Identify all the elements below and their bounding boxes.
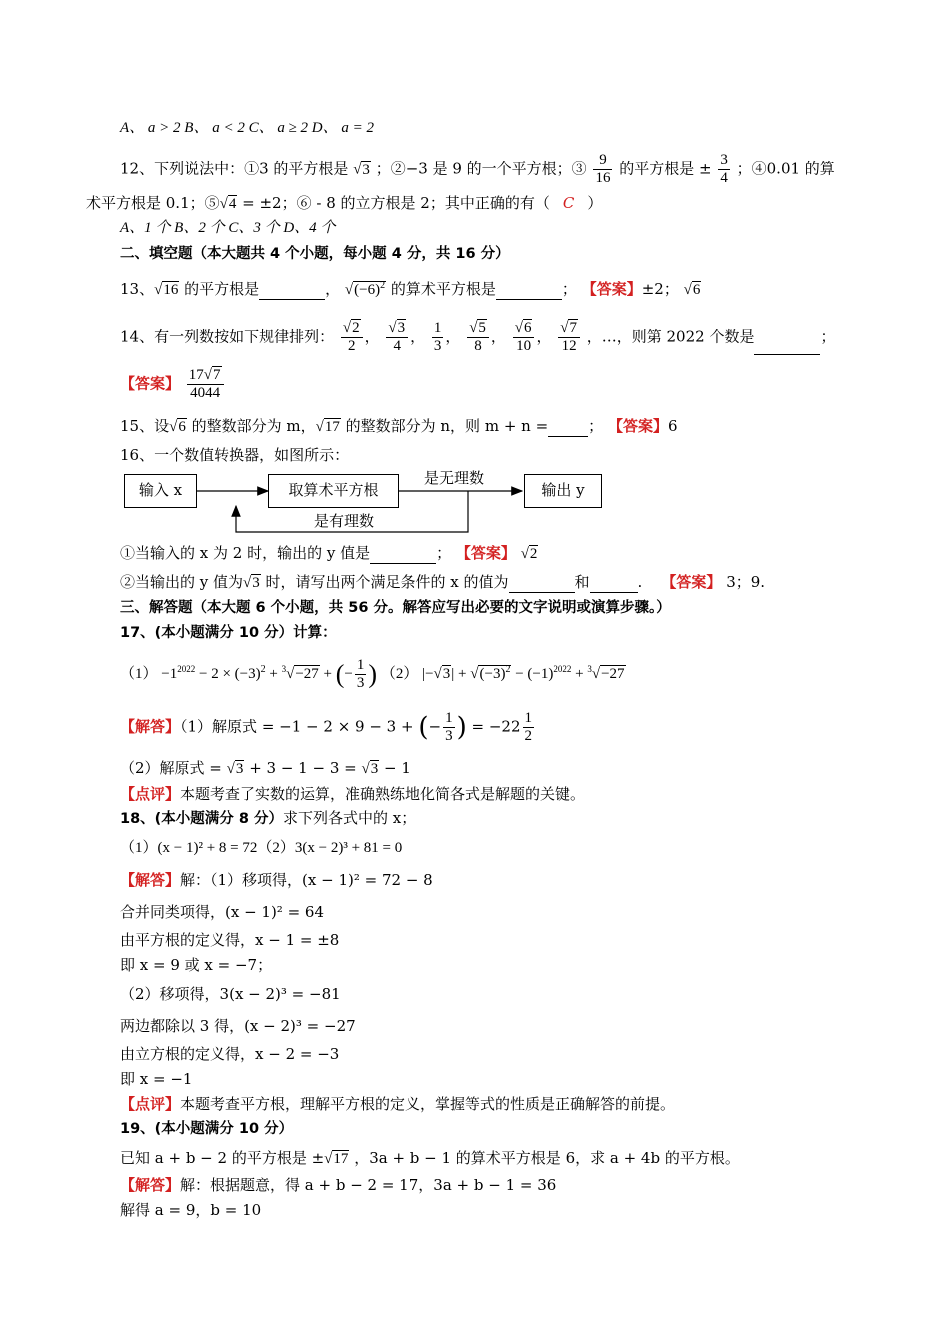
q19-solution2: 解得 a = 9，b = 10 [120, 1201, 262, 1219]
q14-answer: 【答案】 $\frac{17√7}{4044}$ [120, 367, 226, 402]
q12-answer: C [562, 194, 575, 212]
label-irrational: 是无理数 [424, 469, 485, 487]
q18-step6: 两边都除以 3 得，(x − 2)³ = −27 [120, 1017, 356, 1035]
q19-title: 19、(本小题满分 10 分） [120, 1121, 294, 1137]
box-output: 输出 y [524, 474, 602, 508]
q16-stem: 16、一个数值转换器，如图所示： [120, 446, 350, 464]
q14-line: 14、有一列数按如下规律排列： $\frac{√2}{2}$ ， $\frac{√3}{4}$ ， $\frac{1}{3}$ ， $\frac{√5}{8}$ ， $\frac{√6}{10}$ ， $\frac{√7}{12}$ ，…，则第 2022 个数是 ； [120, 320, 836, 354]
q18-title: 18、(本小题满分 8 分）求下列各式中的 x； [120, 809, 417, 827]
q18-step3: 由平方根的定义得，x − 1 = ±8 [120, 931, 340, 949]
section2-title: 二、填空题（本大题共 4 个小题，每小题 4 分，共 16 分） [120, 246, 510, 262]
q17-solution2: （2）解原式 = √3 + 3 − 1 − 3 = √3 − 1 [120, 759, 411, 777]
q17-expressions: $(1) -1^{2022} - 2 \times (-3)^2 + ^3√-27$ + (− $\frac{1}{3}$ ) （2） $|-√3| + √(-3)^2 - (-1)^{2022} + ^3√-27$ [120, 657, 625, 691]
q12-stem-b: ；②−3 是 9 的一个平方根；③ [375, 159, 587, 178]
q11-options: A、 a > 2 B、 a < 2 C、 a ≥ 2 D、 a = 2 [120, 120, 375, 136]
q19-solution1: 【解答】解：根据题意，得 a + b − 2 = 17，3a + b − 1 = 36 [120, 1176, 557, 1194]
q17-solution1: 【解答】（1）解原式 = −1 − 2 × 9 − 3 + (− $\frac{1}{3}$ ) = −22 $\frac{1}{2}$ [120, 710, 533, 744]
q12-line2: 术平方根是 0.1；⑤√4 = ±2；⑥ - 8 的立方根是 2；其中正确的有（ C ） [86, 194, 603, 212]
flowchart-arrows [0, 0, 950, 540]
q16-part1: ①当输入的 x 为 2 时，输出的 y 值是 ； 【答案】 √2 [120, 544, 538, 562]
frac-3-4: $\frac{3}{4}$ [720, 152, 728, 186]
q12-stem-c: 的平方根是 ± [619, 159, 712, 178]
q18-step4: 即 x = 9 或 x = −7； [120, 956, 273, 974]
q13-line: 13、√16 的平方根是 ， $√(-6)^2$ 的算术平方根是 ； 【答案】±2； √6 [120, 280, 701, 298]
q12-line1: 12、下列说法中：①3 的平方根是 √3 ；②−3 是 9 的一个平方根；③ $\frac{9}{16}$ 的平方根是 ± $\frac{3}{4}$ ；④0.01 的算 [120, 152, 835, 186]
label-rational: 是有理数 [314, 512, 375, 530]
q18-step7: 由立方根的定义得，x − 2 = −3 [120, 1045, 340, 1063]
box-input: 输入 x [124, 474, 197, 508]
q18-step5: （2）移项得，3(x − 2)³ = −81 [120, 985, 341, 1003]
q17-comment: 【点评】本题考查了实数的运算，准确熟练地化简各式是解题的关键。 [120, 785, 586, 803]
q18-step8: 即 x = −1 [120, 1070, 193, 1088]
q15-line: 15、设√6 的整数部分为 m，√17 的整数部分为 n，则 m + n = ； 【答案】6 [120, 417, 678, 435]
frac-9-16: $\frac{9}{16}$ [595, 152, 611, 186]
q18-comment: 【点评】本题考查平方根，理解平方根的定义，掌握等式的性质是正确解答的前提。 [120, 1095, 676, 1113]
q18-step2: 合并同类项得，(x − 1)² = 64 [120, 903, 325, 921]
section3-title: 三、解答题（本大题 6 个小题，共 56 分。解答应写出必要的文字说明或演算步骤。） [120, 600, 671, 616]
q17-title: 17、(本小题满分 10 分）计算： [120, 625, 337, 641]
box-process: 取算术平方根 [268, 474, 399, 508]
q12-stem-d: ；④0.01 的算 [736, 159, 835, 178]
q12-options: A、1 个 B、2 个 C、3 个 D、4 个 [120, 220, 336, 236]
q18-step1: 【解答】解：（1）移项得，(x − 1)² = 72 − 8 [120, 871, 433, 889]
q12-stem-a: 12、下列说法中：①3 的平方根是 [120, 159, 349, 178]
q18-problems: （1）(x − 1)² + 8 = 72（2）3(x − 2)³ + 81 = 0 [120, 840, 403, 856]
q19-stem: 已知 a + b − 2 的平方根是 ±√17 ，3a + b − 1 的算术平方根是 6，求 a + 4b 的平方根。 [120, 1149, 740, 1167]
q16-part2: ②当输出的 y 值为√3 时，请写出两个满足条件的 x 的值为 和 . 【答案】 3；9. [120, 573, 766, 591]
